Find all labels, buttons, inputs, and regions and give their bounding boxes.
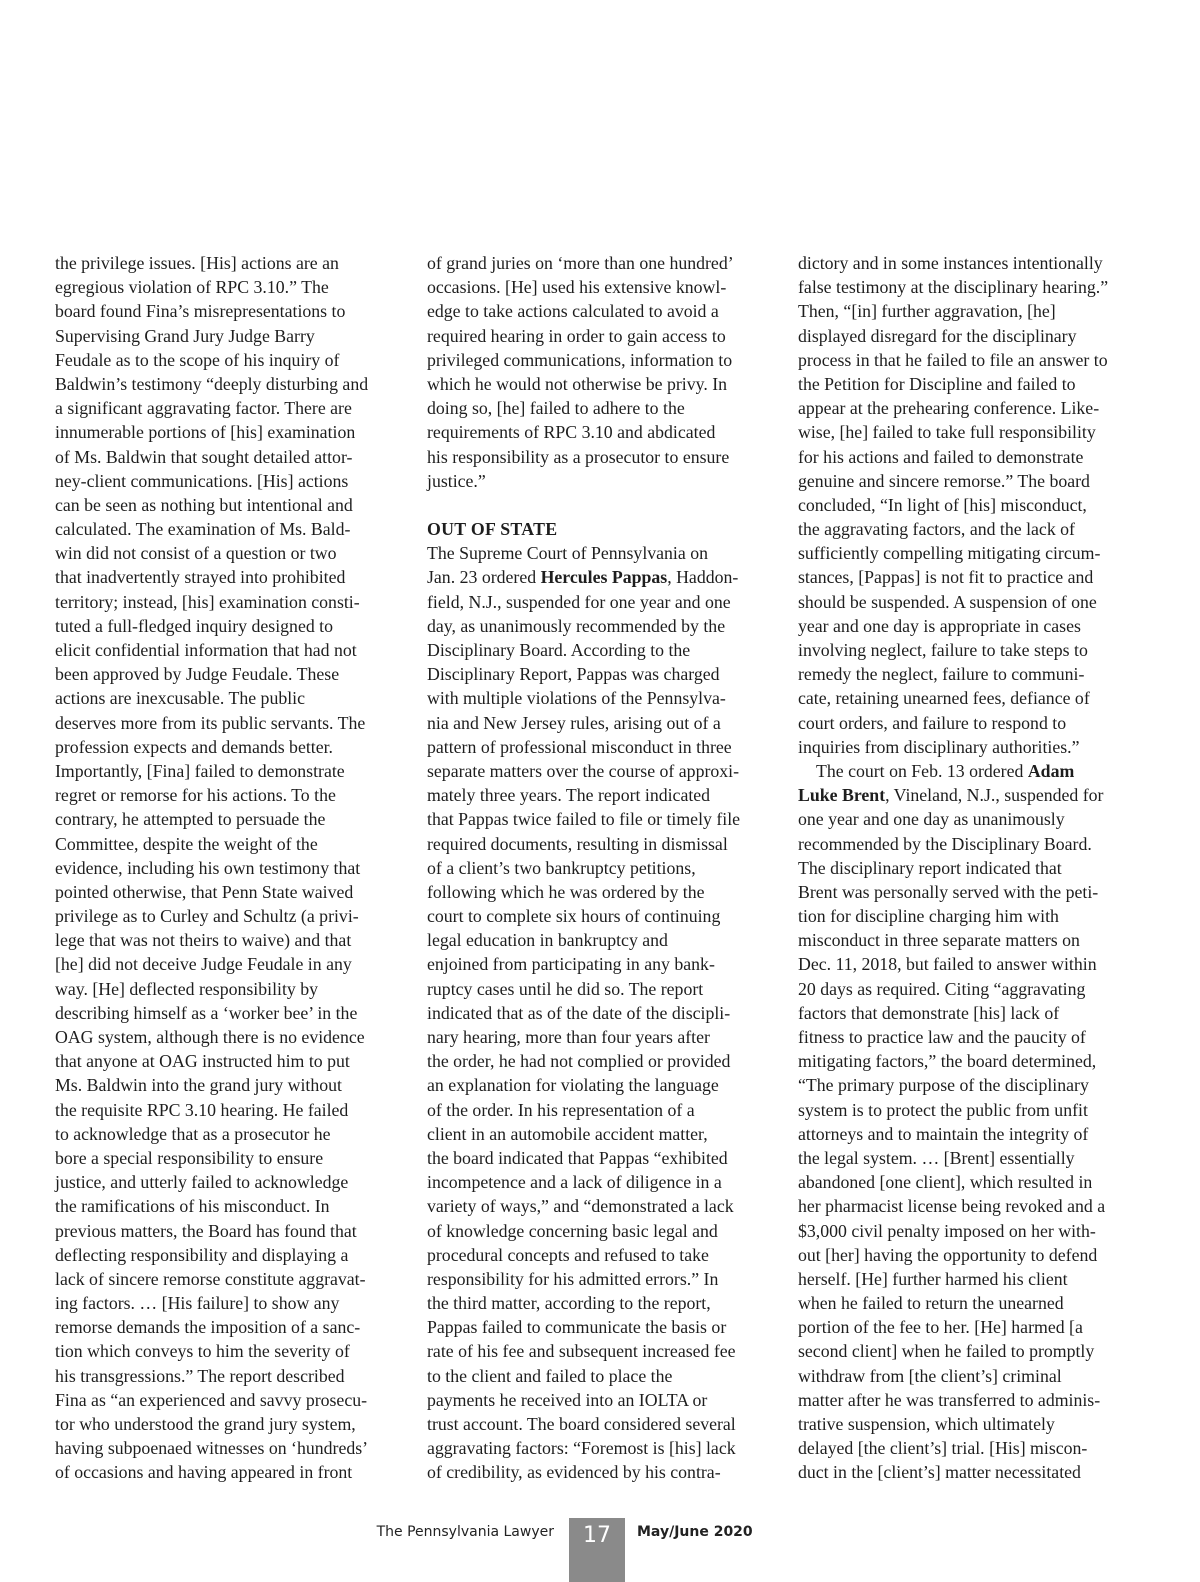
text-line: involving neglect, failure to take steps to [798, 640, 1088, 660]
text-line: withdraw from [the client’s] criminal [798, 1365, 1062, 1386]
text-line: when he failed to return the unearned [798, 1293, 1064, 1314]
text-line: nary hearing, more than four years after [427, 1027, 710, 1047]
text-line: appear at the prehearing conference. Like- [798, 398, 1100, 419]
text-line: inquiries from disciplinary authorities.” [798, 736, 1080, 757]
publication-name: The Pennsylvania Lawyer [376, 1524, 554, 1540]
text-line: field, N.J., suspended for one year and one [427, 591, 731, 612]
text-line: Then, “[in] further aggravation, [he] [798, 301, 1056, 322]
text-line: 20 days as required. Citing “aggravating [798, 978, 1086, 999]
text-line: cate, retaining unearned fees, defiance of [798, 688, 1090, 709]
text-line: the board indicated that Pappas “exhibited [427, 1147, 728, 1168]
text-line: Disciplinary Report, Pappas was charged [427, 664, 720, 685]
text-line: Brent was personally served with the peti- [798, 881, 1099, 902]
text-line: ruptcy cases until he did so. The report [427, 978, 704, 999]
text-line: privilege as to Curley and Schultz (a privi- [55, 906, 359, 927]
pappas-name-line [427, 565, 767, 589]
text-line: edge to take actions calculated to avoid a [427, 301, 719, 322]
text-line: [he] did not deceive Judge Feudale in any [55, 954, 352, 975]
text-line: false testimony at the disciplinary hearing.” [798, 277, 1109, 298]
pappas-paragraph-continued [798, 251, 1138, 759]
text-line: been approved by Judge Feudale. These [55, 664, 340, 685]
text-line: regret or remorse for his actions. To the [55, 785, 336, 806]
text-line: contrary, he attempted to persuade the [55, 809, 326, 830]
pappas-paragraph [427, 590, 767, 1485]
text-line: mitigating factors,” the board determined, [798, 1051, 1097, 1072]
text-line: system is to protect the public from unfit [798, 1099, 1088, 1120]
paragraph-gap [427, 493, 767, 517]
text-line: the ramifications of his misconduct. In [55, 1196, 330, 1217]
text-line: requirements of RPC 3.10 and abdicated [427, 422, 716, 443]
text-line: nia and New Jersey rules, arising out of a [427, 712, 721, 733]
text-line: day, as unanimously recommended by the [427, 615, 726, 636]
text-line: that Pappas twice failed to file or timely file [427, 809, 741, 830]
text-line: wise, [he] failed to take full responsibility [798, 422, 1096, 443]
attorney-name-brent-first: Adam [1027, 760, 1075, 781]
text-line: the Petition for Discipline and failed to [798, 373, 1076, 394]
text-line: of the order. In his representation of a [427, 1099, 695, 1120]
text-line: privileged communications, information to [427, 349, 733, 370]
text-line: fitness to practice law and the paucity of [798, 1027, 1086, 1047]
column-3 [798, 251, 1138, 1485]
text-line: describing himself as a ‘worker bee’ in the [55, 1002, 358, 1023]
text-line: to acknowledge that as a prosecutor he [55, 1123, 331, 1144]
text-line: year and one day is appropriate in cases [798, 615, 1081, 636]
text-line: having subpoenaed witnesses on ‘hundreds’ [55, 1438, 369, 1459]
text-line: a significant aggravating factor. There are [55, 398, 352, 419]
text-line: responsibility for his admitted errors.” In [427, 1268, 719, 1289]
text-line: the order, he had not complied or provided [427, 1051, 731, 1072]
text-line: occasions. [He] used his extensive knowl- [427, 277, 727, 298]
text-line: justice, and utterly failed to acknowledge [55, 1172, 349, 1193]
pappas-line-prefix: Jan. 23 ordered [427, 567, 541, 588]
text-line: that anyone at OAG instructed him to put [55, 1051, 350, 1072]
text-line: doing so, [he] failed to adhere to the [427, 398, 685, 419]
text-line: process in that he failed to file an answer to [798, 349, 1108, 370]
text-line: trative suspension, which ultimately [798, 1414, 1055, 1434]
text-line: of credibility, as evidenced by his contra- [427, 1462, 721, 1483]
text-line: her pharmacist license being revoked and a [798, 1196, 1106, 1217]
text-line: required documents, resulting in dismissal [427, 833, 728, 854]
text-line: Fina as “an experienced and savvy prosecu- [55, 1389, 368, 1410]
attorney-name-brent-last: Luke Brent [798, 785, 886, 806]
text-line: court orders, and failure to respond to [798, 712, 1067, 733]
text-line: innumerable portions of [his] examination [55, 422, 356, 443]
text-line: Supervising Grand Jury Judge Barry [55, 325, 315, 346]
text-line: required hearing in order to gain access to [427, 325, 726, 346]
text-line: can be seen as nothing but intentional and [55, 494, 353, 515]
text-line: tion for discipline charging him with [798, 906, 1059, 927]
text-line: an explanation for violating the language [427, 1075, 719, 1096]
text-line: lege that was not theirs to waive) and that [55, 930, 352, 951]
text-line: tor who understood the grand jury system, [55, 1414, 356, 1434]
text-line: egregious violation of RPC 3.10.” The [55, 277, 329, 298]
text-line: Baldwin’s testimony “deeply disturbing and [55, 373, 369, 394]
text-line: procedural concepts and refused to take [427, 1244, 709, 1265]
text-line: board found Fina’s misrepresentations to [55, 301, 346, 322]
text-line: to the client and failed to place the [427, 1365, 673, 1386]
text-line: the aggravating factors, and the lack of [798, 519, 1075, 540]
text-line: ney-client communications. [His] actions [55, 470, 349, 491]
column-1 [55, 251, 395, 1485]
text-line: rate of his fee and subsequent increased fee [427, 1341, 736, 1362]
text-line: deserves more from its public servants. The [55, 712, 366, 733]
pappas-line-suffix: , Haddon- [667, 567, 739, 588]
text-line: which he would not otherwise be privy. In [427, 373, 728, 394]
brent-line-suffix: , Vineland, N.J., suspended for [885, 785, 1104, 806]
text-line: Ms. Baldwin into the grand jury without [55, 1075, 342, 1096]
text-line: remedy the neglect, failure to communi- [798, 664, 1085, 685]
text-line: abandoned [one client], which resulted in [798, 1172, 1093, 1193]
text-line: profession expects and demands better. [55, 736, 333, 757]
text-line: out [her] having the opportunity to defend [798, 1244, 1098, 1265]
text-line: variety of ways,” and “demonstrated a lack [427, 1196, 734, 1217]
text-line: herself. [He] further harmed his client [798, 1268, 1068, 1289]
text-line: aggravating factors: “Foremost is [his] lack [427, 1438, 736, 1459]
brent-line-prefix: The court on Feb. 13 ordered [816, 760, 1028, 781]
text-line: attorneys and to maintain the integrity of [798, 1123, 1089, 1144]
text-line: of a client’s two bankruptcy petitions, [427, 857, 696, 878]
attorney-name-pappas: Hercules Pappas [540, 567, 668, 588]
text-line: client in an automobile accident matter, [427, 1123, 708, 1144]
text-line: incompetence and a lack of diligence in a [427, 1172, 722, 1193]
page-footer [0, 1518, 1200, 1582]
text-line: the third matter, according to the report, [427, 1293, 711, 1314]
text-line: Dec. 11, 2018, but failed to answer within [798, 954, 1097, 975]
section-heading-out-of-state: OUT OF STATE [427, 519, 558, 540]
text-line: delayed [the client’s] trial. [His] miscon- [798, 1438, 1088, 1459]
text-line: the requisite RPC 3.10 hearing. He failed [55, 1099, 349, 1120]
text-line: Committee, despite the weight of the [55, 833, 318, 854]
text-line: of occasions and having appeared in front [55, 1462, 353, 1483]
text-line: Importantly, [Fina] failed to demonstrate [55, 760, 345, 781]
column-2 [427, 251, 767, 1485]
text-line: with multiple violations of the Pennsylva- [427, 688, 726, 709]
text-line: $3,000 civil penalty imposed on her with- [798, 1220, 1096, 1241]
text-line: pattern of professional misconduct in three [427, 736, 732, 757]
pappas-intro-line: The Supreme Court of Pennsylvania on [427, 543, 708, 564]
text-line: elicit confidential information that had not [55, 640, 357, 660]
text-line: dictory and in some instances intentionally [798, 253, 1103, 273]
text-line: concluded, “In light of [his] misconduct, [798, 494, 1087, 515]
text-line: enjoined from participating in any bank- [427, 954, 715, 975]
text-line: legal education in bankruptcy and [427, 930, 668, 951]
text-line: court to complete six hours of continuing [427, 906, 721, 927]
brent-intro-line [798, 759, 1138, 783]
text-line: win did not consist of a question or two [55, 543, 337, 564]
text-line: evidence, including his own testimony that [55, 857, 361, 878]
text-line: one year and one day as unanimously [798, 809, 1065, 830]
brent-name-line [798, 783, 1138, 807]
text-line: OAG system, although there is no evidence [55, 1027, 365, 1047]
text-line: lack of sincere remorse constitute aggravat- [55, 1268, 366, 1289]
text-line: pointed otherwise, that Penn State waived [55, 881, 354, 902]
text-line: territory; instead, [his] examination consti- [55, 591, 360, 612]
text-line: ing factors. … [His failure] to show any [55, 1293, 340, 1314]
text-line: Feudale as to the scope of his inquiry of [55, 349, 340, 370]
text-line: previous matters, the Board has found that [55, 1220, 357, 1241]
column-2-continued-text [427, 251, 767, 493]
text-line: tion which conveys to him the severity of [55, 1341, 350, 1362]
text-line: for his actions and failed to demonstrate [798, 446, 1084, 467]
text-line: Pappas failed to communicate the basis or [427, 1317, 727, 1338]
text-line: second client] when he failed to promptly [798, 1341, 1095, 1362]
text-line: factors that demonstrate [his] lack of [798, 1002, 1060, 1023]
text-line: mately three years. The report indicated [427, 785, 711, 806]
text-line: deflecting responsibility and displaying a [55, 1244, 349, 1265]
text-line: actions are inexcusable. The public [55, 688, 305, 709]
text-line: “The primary purpose of the disciplinary [798, 1075, 1089, 1096]
text-line: trust account. The board considered several [427, 1414, 736, 1434]
page-number: 17 [569, 1518, 625, 1582]
text-line: that inadvertently strayed into prohibited [55, 567, 346, 588]
text-line: displayed disregard for the disciplinary [798, 325, 1077, 346]
text-line: his responsibility as a prosecutor to ensure [427, 446, 730, 467]
text-line: his transgressions.” The report described [55, 1365, 345, 1386]
text-line: sufficiently compelling mitigating circum- [798, 543, 1101, 564]
text-line: calculated. The examination of Ms. Bald- [55, 519, 351, 540]
text-line: following which he was ordered by the [427, 881, 705, 902]
text-line: stances, [Pappas] is not fit to practice and [798, 567, 1094, 588]
text-line: separate matters over the course of approxi- [427, 760, 740, 781]
text-line: The disciplinary report indicated that [798, 857, 1062, 878]
text-line: the privilege issues. [His] actions are an [55, 253, 339, 273]
text-line: portion of the fee to her. [He] harmed [a [798, 1317, 1083, 1338]
text-line: justice.” [427, 470, 486, 491]
brent-paragraph [798, 807, 1138, 1484]
text-line: misconduct in three separate matters on [798, 930, 1080, 951]
text-line: tuted a full-fledged inquiry designed to [55, 615, 334, 636]
text-line: remorse demands the imposition of a sanc- [55, 1317, 361, 1338]
text-line: matter after he was transferred to adminis- [798, 1389, 1101, 1410]
text-line: of Ms. Baldwin that sought detailed attor- [55, 446, 353, 467]
text-line: indicated that as of the date of the discipli- [427, 1002, 731, 1023]
text-line: way. [He] deflected responsibility by [55, 978, 319, 999]
text-line: payments he received into an IOLTA or [427, 1389, 708, 1410]
text-line: genuine and sincere remorse.” The board [798, 470, 1090, 491]
text-line: bore a special responsibility to ensure [55, 1147, 324, 1168]
text-line: recommended by the Disciplinary Board. [798, 833, 1092, 854]
text-line: should be suspended. A suspension of one [798, 591, 1097, 612]
text-line: of knowledge concerning basic legal and [427, 1220, 718, 1241]
text-line: Disciplinary Board. According to the [427, 640, 691, 660]
issue-date: May/June 2020 [637, 1524, 753, 1540]
text-line: the legal system. … [Brent] essentially [798, 1147, 1075, 1168]
text-line: duct in the [client’s] matter necessitated [798, 1462, 1081, 1483]
text-line: of grand juries on ‘more than one hundred’ [427, 253, 734, 273]
